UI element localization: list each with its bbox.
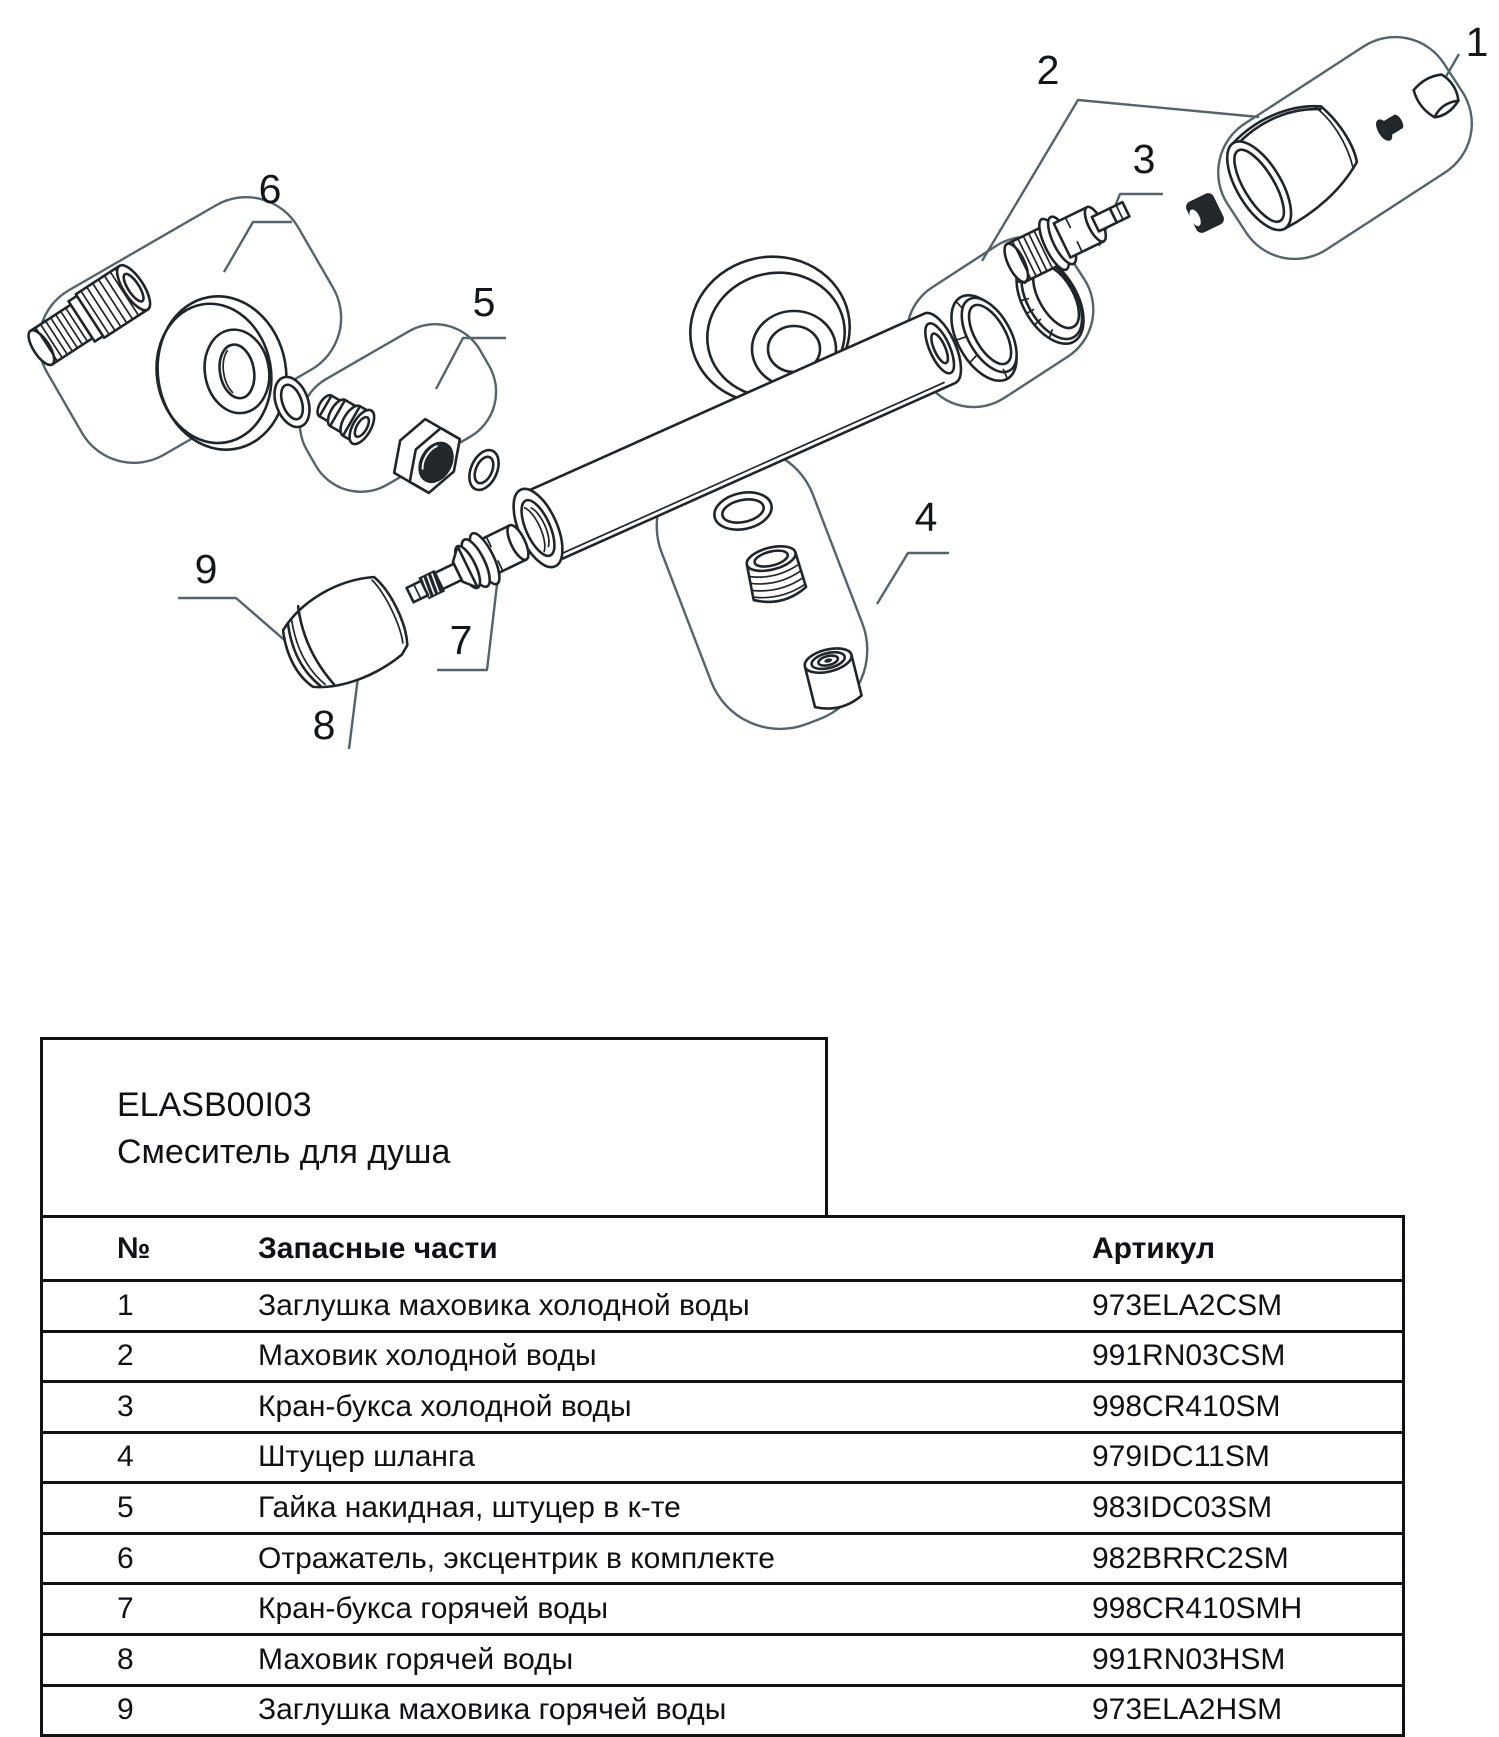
- part-hose-connector: [802, 644, 863, 713]
- parts-table: [40, 1215, 1405, 1737]
- cell-part: Заглушка маховика горячей воды: [258, 1693, 727, 1727]
- part-reflector: [145, 286, 299, 460]
- callout-1: 1: [1465, 19, 1489, 65]
- callout-8: 8: [312, 702, 336, 748]
- table-row: [43, 1636, 1402, 1687]
- cell-num: 3: [117, 1389, 134, 1423]
- leader-9: [178, 598, 289, 644]
- cell-num: 8: [117, 1642, 134, 1676]
- callout-9: 9: [194, 546, 218, 592]
- cell-num: 4: [117, 1440, 134, 1474]
- part-handle-screw: [1374, 111, 1406, 142]
- cell-sku: 979IDC11SM: [1092, 1440, 1270, 1474]
- part-eccentric: [20, 260, 156, 373]
- cell-num: 6: [117, 1541, 134, 1575]
- cell-num: 1: [117, 1288, 134, 1322]
- table-row: [43, 1333, 1402, 1384]
- cell-sku: 973ELA2HSM: [1092, 1693, 1283, 1727]
- product-code: ELASB00I03: [117, 1086, 312, 1124]
- table-row: [43, 1687, 1402, 1735]
- table-row: [43, 1484, 1402, 1535]
- cell-num: 2: [117, 1339, 134, 1373]
- cell-part: Отражатель, эксцентрик в комплекте: [258, 1541, 775, 1575]
- cell-num: 9: [117, 1693, 134, 1727]
- cell-sku: 998CR410SMH: [1092, 1592, 1303, 1626]
- table-row: [43, 1585, 1402, 1636]
- cell-sku: 973ELA2CSM: [1092, 1288, 1283, 1322]
- part-handle-hot: [271, 566, 418, 702]
- cell-part: Кран-букса холодной воды: [258, 1389, 632, 1423]
- callout-4: 4: [914, 494, 938, 540]
- table-row: [43, 1383, 1402, 1434]
- part-hex-nut: [385, 414, 470, 499]
- part-oring-hose: [711, 487, 775, 534]
- cell-sku: 998CR410SM: [1092, 1389, 1281, 1423]
- cell-part: Гайка накидная, штуцер в к-те: [258, 1491, 681, 1525]
- header-num: №: [117, 1231, 151, 1265]
- cell-sku: 983IDC03SM: [1092, 1491, 1273, 1525]
- leader-4: [877, 553, 949, 604]
- leader-6: [224, 222, 292, 272]
- part-fitting: [311, 387, 379, 448]
- cell-part: Маховик холодной воды: [258, 1339, 597, 1373]
- callout-2: 2: [1036, 47, 1060, 93]
- header-sku: Артикул: [1092, 1231, 1216, 1265]
- table-row: [43, 1535, 1402, 1586]
- cell-sku: 982BRRC2SM: [1092, 1541, 1289, 1575]
- table-row: [43, 1282, 1402, 1333]
- part-oring-nut: [464, 446, 505, 495]
- cell-sku: 991RN03HSM: [1092, 1642, 1286, 1676]
- cell-part: Кран-букса горячей воды: [258, 1592, 609, 1626]
- cell-sku: 991RN03CSM: [1092, 1339, 1286, 1373]
- part-cap-cold: [1411, 69, 1464, 122]
- cell-part: Заглушка маховика холодной воды: [258, 1288, 750, 1322]
- cell-part: Штуцер шланга: [258, 1440, 475, 1474]
- part-threaded-nipple: [742, 541, 807, 606]
- cell-part: Маховик горячей воды: [258, 1642, 574, 1676]
- callout-5: 5: [472, 279, 496, 325]
- product-name: Смеситель для душа: [117, 1133, 451, 1171]
- part-spacer: [1184, 192, 1225, 234]
- part-cartridge-hot: [398, 514, 537, 620]
- callout-7: 7: [449, 617, 473, 663]
- cell-num: 5: [117, 1491, 134, 1525]
- callout-3: 3: [1132, 136, 1156, 182]
- table-row: [43, 1434, 1402, 1485]
- cell-num: 7: [117, 1592, 134, 1626]
- product-title-box: [40, 1037, 828, 1218]
- callout-6: 6: [258, 166, 282, 212]
- header-part: Запасные части: [258, 1231, 498, 1265]
- table-header-row: [43, 1218, 1402, 1282]
